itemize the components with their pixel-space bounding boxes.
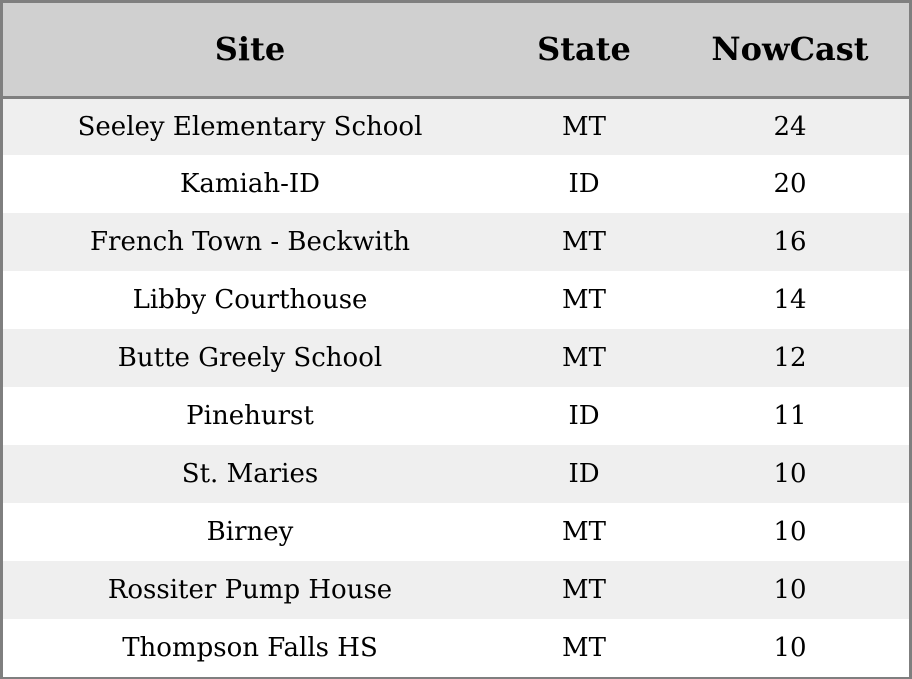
column-header-state: State [497,3,671,97]
cell-site: Rossiter Pump House [107,575,393,605]
cell-site: Kamiah-ID [179,169,321,199]
cell-state: MT [562,633,606,663]
cell-site: Pinehurst [186,401,314,431]
table-row [3,445,909,503]
table-row [3,97,909,155]
cell-state: MT [562,227,606,257]
nowcast-table [3,3,909,677]
cell-nowcast: 20 [773,169,807,199]
table-row [3,387,909,445]
cell-state: ID [568,401,600,431]
cell-site: Butte Greely School [117,343,383,373]
cell-nowcast: 16 [773,227,807,257]
cell-site: Libby Courthouse [132,285,368,315]
cell-nowcast: 24 [773,111,807,142]
header-row [3,3,909,97]
cell-state: MT [562,343,606,373]
cell-nowcast: 10 [773,459,807,489]
column-header-site: Site [3,3,497,97]
table-row [3,561,909,619]
cell-site: Thompson Falls HS [122,633,378,663]
column-header-nowcast: NowCast [671,3,909,97]
cell-nowcast: 10 [773,517,807,547]
table-row [3,503,909,561]
cell-site: St. Maries [181,459,319,489]
table-row [3,213,909,271]
table-body [3,97,909,677]
cell-state: ID [568,459,600,489]
cell-site: Birney [206,517,294,547]
table-row [3,619,909,677]
cell-nowcast: 14 [773,285,807,315]
cell-nowcast: 10 [773,633,807,663]
cell-state: MT [562,517,606,547]
table-header [3,3,909,97]
cell-site: French Town - Beckwith [89,227,411,257]
cell-state: ID [568,169,600,199]
cell-nowcast: 11 [773,401,807,431]
table-row [3,155,909,213]
cell-state: MT [562,111,606,142]
cell-nowcast: 10 [773,575,807,605]
table-row [3,271,909,329]
cell-state: MT [562,285,606,315]
cell-state: MT [562,575,606,605]
cell-site: Seeley Elementary School [77,111,423,142]
cell-nowcast: 12 [773,343,807,373]
table-row [3,329,909,387]
